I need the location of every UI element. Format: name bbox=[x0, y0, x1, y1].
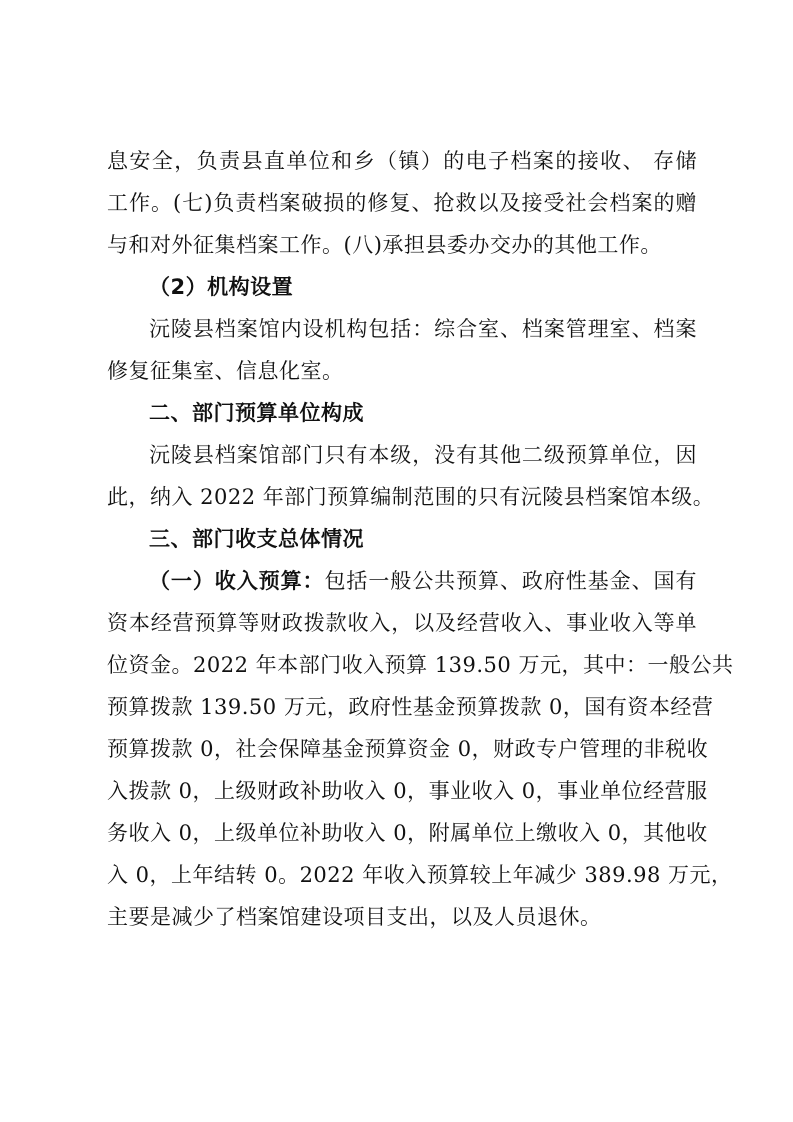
paragraph-line: 入 0，上年结转 0。2022 年收入预算较上年减少 389.98 万元， bbox=[107, 863, 733, 887]
paragraph-line: 位资金。2022 年本部门收入预算 139.50 万元，其中：一般公共 bbox=[107, 653, 734, 677]
paragraph-line: 沅陵县档案馆部门只有本级，没有其他二级预算单位，因 bbox=[149, 443, 697, 467]
paragraph-line: 主要是减少了档案馆建设项目支出，以及人员退休。 bbox=[107, 905, 602, 929]
paragraph-line: 预算拨款 0，社会保障基金预算资金 0，财政专户管理的非税收 bbox=[107, 737, 709, 761]
paragraph-line: 息安全，负责县直单位和乡（镇）的电子档案的接收、 存储 bbox=[107, 149, 697, 173]
paragraph-line: 工作。(七)负责档案破损的修复、抢救以及接受社会档案的赠 bbox=[107, 191, 697, 215]
income-budget-label: （一）收入预算： bbox=[149, 569, 325, 593]
paragraph-text: 包括一般公共预算、政府性基金、国有 bbox=[324, 569, 697, 593]
paragraph-line: 此，纳入 2022 年部门预算编制范围的只有沅陵县档案馆本级。 bbox=[107, 485, 715, 509]
paragraph-line: 资本经营预算等财政拨款收入，以及经营收入、事业收入等单 bbox=[107, 611, 697, 635]
paragraph-line: 预算拨款 139.50 万元，政府性基金预算拨款 0，国有资本经营 bbox=[107, 695, 714, 719]
paragraph-line: 入拨款 0，上级财政补助收入 0，事业收入 0，事业单位经营服 bbox=[107, 779, 708, 803]
section-heading-jigou: （2）机构设置 bbox=[149, 275, 294, 299]
paragraph-line: 与和对外征集档案工作。(八)承担县委办交办的其他工作。 bbox=[107, 233, 662, 257]
paragraph-line: 沅陵县档案馆内设机构包括：综合室、档案管理室、档案 bbox=[149, 317, 697, 341]
section-heading-three: 三、部门收支总体情况 bbox=[149, 527, 364, 551]
paragraph-line: 修复征集室、信息化室。 bbox=[107, 359, 344, 383]
paragraph-line-lead bbox=[149, 567, 697, 595]
paragraph-line: 务收入 0，上级单位补助收入 0，附属单位上缴收入 0，其他收 bbox=[107, 821, 708, 845]
section-heading-two: 二、部门预算单位构成 bbox=[149, 401, 364, 425]
